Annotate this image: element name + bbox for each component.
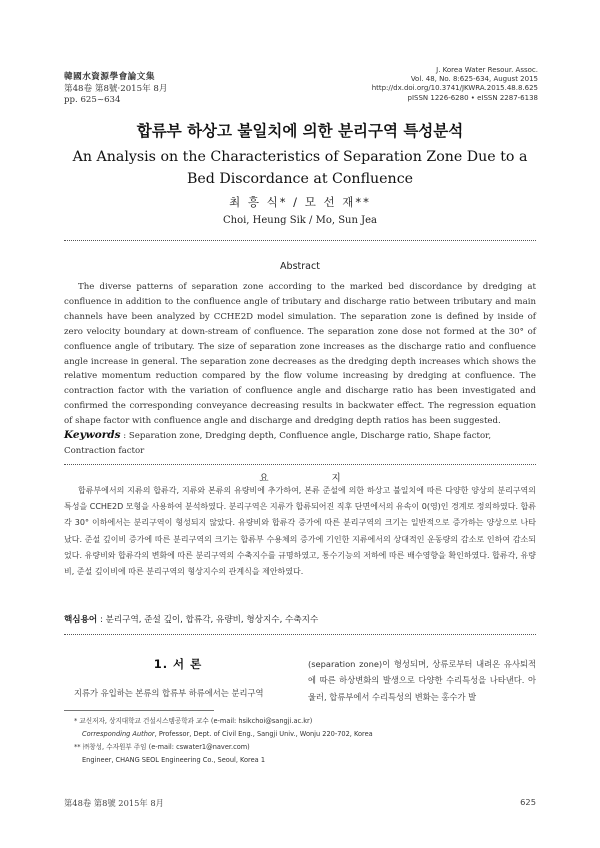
paper-title-korean: 합류부 하상고 불일치에 의한 분리구역 특성분석 (136, 122, 464, 140)
keywords-english (64, 428, 536, 458)
intro-left-column: 지류가 유입하는 본류의 합류부 하류에서는 분리구역 (74, 688, 264, 698)
footnote-2-english: Engineer, CHANG SEOL Engineering Co., Seoul, Korea 1 (82, 756, 266, 764)
abstract-text: The diverse patterns of separation zone according to the marked bed discordance by dredging at confluence in addition to the confluence angle of tributary and discharge ratio between tributary and main channels have been analyzed by CCHE2D model simulation. The separation zone is defined by inside of zero velocity boundary at down-stream of confluence. The separation zone dose not formed at the 30° of confluence angle of tributary. The size of separation zone increases as the discharge ratio and confluence angle increase in general. The separation zone decreases as the dredging depth increases which shows the relative momentum reduction compared by the flow volume increasing by dredging at confluence. The contraction factor with the variation of confluence angle and discharge ratio has been investigated and confirmed the corresponding conveyance decreasing results in backwater effect. The regression equation of shape factor with confluence angle and discharge and dredging depth ratios has been suggested. (64, 282, 536, 427)
authors-english: Choi, Heung Sik / Mo, Sun Jea (222, 215, 378, 226)
divider-abstract (64, 464, 536, 465)
footer-issue: 第48卷 第8號 2015年 8月 (64, 798, 164, 808)
yoji-text: 합류부에서의 지류의 합류각, 지류와 본류의 유량비에 추가하여, 본류 준설에 의한 하상고 불일치에 따른 다양한 양상의 분리구역의 특성을 CCHE2D 모형을 사용하여 분석하였다. 분리구역은 지류가 합류되어진 직후 단면에서의 유속이 0(영)인 경계로 정의하였다. 합류각 30° 이하에서는 분리구역이 형성되지 않았다. 유량비와 합류각 증가에 따른 분리구역의 크기는 일반적으로 증가하는 양상으로 나타났다. 준설 깊이비 증가에 따른 분리구역의 크기는 합류부 수용체의 증가에 기인한 지류에서의 상대적인 운동량의 감소로 인하여 감소되었다. 유량비와 합류각의 변화에 따른 분리구역의 수축지수를 규명하였고, 통수기능의 저하에 따른 배수영향을 확인하였다. 합류각, 유량비, 준설 깊이비에 따른 분리구역의 형상지수의 관계식을 제안하였다. (64, 486, 536, 577)
doi-link[interactable]: http://dx.doi.org/10.3741/JKWRA.2015.48.8.625 (371, 84, 538, 93)
keywords-korean (64, 613, 536, 625)
section-title-introduction: 1. 서 론 (153, 657, 203, 671)
journal-name-en: J. Korea Water Resour. Assoc. (436, 66, 538, 74)
page-number: 625 (520, 797, 536, 807)
journal-volume-hanja: 第48卷 第8號·2015年 8月 (64, 83, 168, 94)
keywords-list: : Separation zone, Dredging depth, Confluence angle, Discharge ratio, Shape factor, Contraction factor (64, 431, 492, 456)
footnote-affiliation: , Professor, Dept. of Civil Eng., Sangji Univ., Wonju 220-702, Korea (154, 730, 373, 738)
footnote-1-english (82, 729, 552, 740)
issn: pISSN 1226-6280 • eISSN 2287-6138 (407, 93, 538, 102)
keywords-korean-label: 핵심용어 (64, 615, 98, 625)
yoji-heading: 요 지 (259, 473, 371, 484)
divider-summary (64, 634, 536, 635)
abstract-heading: Abstract (280, 261, 320, 272)
journal-pages: pp. 625~634 (64, 95, 121, 105)
divider-top (64, 240, 536, 241)
intro-right-column: (separation zone)이 형성되며, 상류로부터 내려온 유사퇴적에 따른 하상변화의 발생으로 다양한 수리특성을 나타낸다. 아울러, 합류부에서 수리특성의 변화는 홍수가 발 (308, 659, 536, 702)
footnote-rule (64, 710, 214, 711)
paper-title-english: An Analysis on the Characteristics of Separation Zone Due to a Bed Discordance at Confluence (72, 149, 528, 187)
authors-korean: 최 흥 식* / 모 선 재** (229, 195, 371, 209)
journal-header-left (64, 72, 168, 107)
journal-volume-en: Vol. 48, No. 8:625-634, August 2015 (410, 75, 538, 84)
footnote-1-korean: * 교신저자, 상지대학교 건설시스템공학과 교수 (e-mail: hsikchoi@sangji.ac.kr) (74, 717, 313, 725)
footnote-2-korean: ** ㈜창성, 수자원부 주임 (e-mail: cswater1@naver.com) (74, 743, 250, 751)
journal-header-right (372, 66, 538, 103)
keywords-korean-list: : 분리구역, 준설 깊이, 합류각, 유량비, 형상지수, 수축지수 (97, 615, 319, 625)
keywords-label: Keywords (64, 429, 121, 441)
footnote-role: Corresponding Author (82, 730, 155, 738)
journal-name-hanja: 韓國水資源學會論文集 (64, 72, 155, 82)
